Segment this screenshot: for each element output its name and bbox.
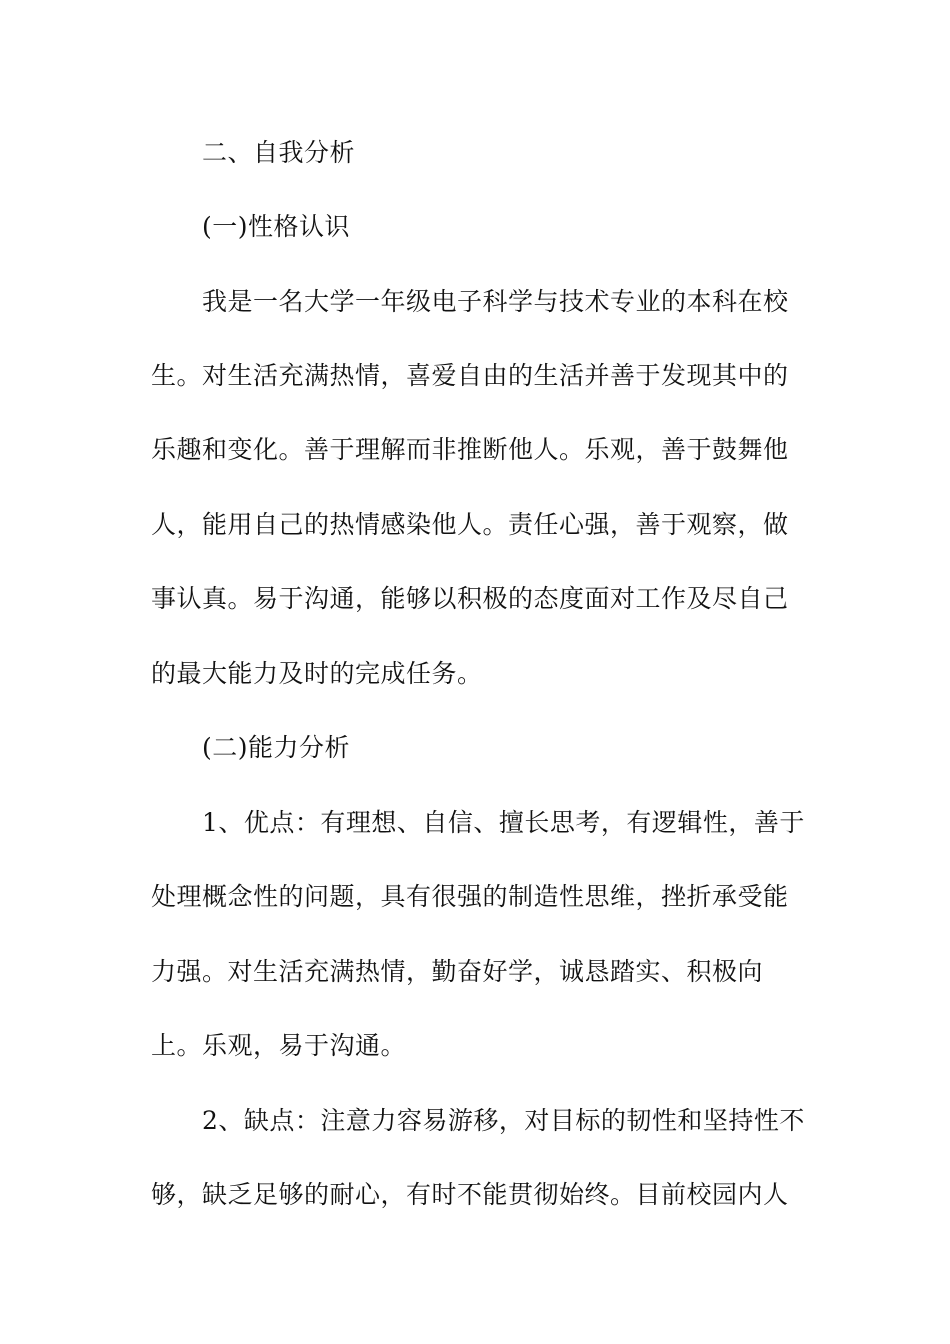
paragraph-line: 2、缺点：注意力容易游移，对目标的韧性和坚持性不 (202, 1106, 805, 1135)
paragraph-line: 我是一名大学一年级电子科学与技术专业的本科在校 (202, 287, 789, 316)
paragraph-line: 生。对生活充满热情，喜爱自由的生活并善于发现其中的 (151, 361, 789, 390)
section-heading-self-analysis: 二、自我分析 (202, 138, 356, 167)
paragraph-line: 乐趣和变化。善于理解而非推断他人。乐观，善于鼓舞他 (151, 435, 789, 464)
paragraph-line: 事认真。易于沟通，能够以积极的态度面对工作及尽自己 (151, 584, 789, 613)
paragraph-line: 够，缺乏足够的耐心，有时不能贯彻始终。目前校园内人 (151, 1180, 789, 1209)
paragraph-line: 上。乐观，易于沟通。 (151, 1031, 407, 1060)
paragraph-line: 人，能用自己的热情感染他人。责任心强，善于观察，做 (151, 510, 789, 539)
paragraph-line: 1、优点：有理想、自信、擅长思考，有逻辑性，善于 (202, 808, 805, 837)
subheading-ability: (二)能力分析 (202, 733, 351, 762)
paragraph-line: 的最大能力及时的完成任务。 (151, 659, 483, 688)
subheading-personality: (一)性格认识 (202, 212, 351, 241)
paragraph-line: 处理概念性的问题，具有很强的制造性思维，挫折承受能 (151, 882, 789, 911)
paragraph-line: 力强。对生活充满热情，勤奋好学，诚恳踏实、积极向 (151, 957, 764, 986)
